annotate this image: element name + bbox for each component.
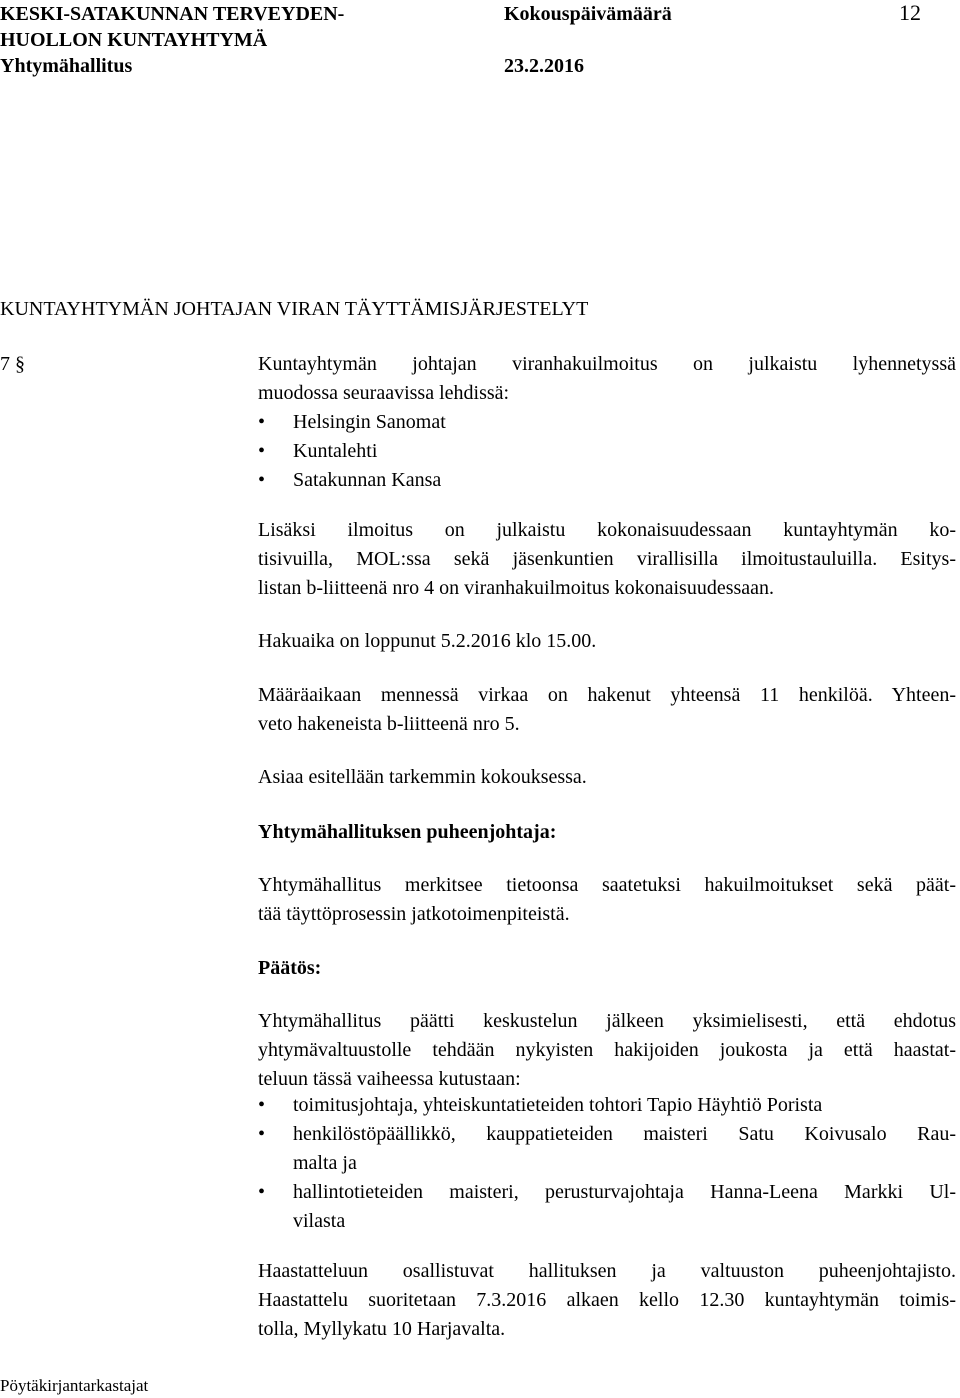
interview-paragraph — [258, 1257, 956, 1344]
proposal-heading — [258, 818, 956, 847]
candidate-text: • toimitusjohtaja, yhteiskuntatieteiden tohtori Tapio Häyhtiö Porista — [293, 1094, 823, 1116]
candidate-text: vilasta — [293, 1210, 346, 1232]
paragraph-line: Yhtymähallitus merkitsee tietoonsa saatetuksi hakuilmoitukset sekä päät- — [258, 874, 956, 896]
paragraph-line: Määräaikaan mennessä virkaa on hakenut yhteensä 11 henkilöä. Yhteen- — [258, 684, 956, 706]
list-item — [258, 1120, 956, 1178]
candidate-list — [258, 1091, 956, 1236]
paragraph-line: tolla, Myllykatu 10 Harjavalta. — [258, 1318, 506, 1340]
list-item: • Helsingin Sanomat — [258, 408, 956, 437]
paragraph-line: Yhtymähallitus päätti keskustelun jälkeen yksimielisesti, että ehdotus — [258, 1010, 956, 1032]
date-label: Kokouspäivämäärä — [504, 3, 672, 25]
org-name-line2: HUOLLON KUNTAYHTYMÄ — [0, 29, 268, 51]
meeting-date: 23.2.2016 — [504, 55, 584, 77]
proposal-paragraph — [258, 871, 956, 929]
board-name: Yhtymähallitus — [0, 55, 133, 77]
heading-text: Yhtymähallituksen puheenjohtaja: — [258, 821, 557, 843]
paragraph-line: Haastatteluun osallistuvat hallituksen ja valtuuston puheenjohtajisto. — [258, 1260, 956, 1282]
paragraph-line: veto hakeneista b-liitteenä nro 5. — [258, 713, 520, 735]
newspaper-list — [258, 408, 956, 495]
paragraph-line: tisivuilla, MOL:ssa sekä jäsenkuntien virallisilla ilmoitustauluilla. Esitys- — [258, 548, 956, 570]
paragraph-line: teluun tässä vaiheessa kutustaan: — [258, 1068, 521, 1090]
candidate-text: • hallintotieteiden maisteri, perusturvajohtaja Hanna-Leena Markki Ul- — [293, 1181, 956, 1203]
paragraph-line: listan b-liitteenä nro 4 on viranhakuilmoitus kokonaisuudessaan. — [258, 577, 775, 599]
paragraph-line: tää täyttöprosessin jatkotoimenpiteistä. — [258, 903, 570, 925]
page-number: 12 — [899, 0, 921, 25]
org-name-line1: KESKI-SATAKUNNAN TERVEYDEN- — [0, 3, 345, 25]
paragraph-line: Lisäksi ilmoitus on julkaistu kokonaisuudessaan kuntayhtymän ko- — [258, 519, 956, 541]
paragraph-line: Hakuaika on loppunut 5.2.2016 klo 15.00. — [258, 630, 597, 652]
decision-paragraph — [258, 1007, 956, 1094]
decision-heading — [258, 954, 956, 983]
intro-paragraph — [258, 350, 956, 408]
list-item — [258, 1178, 956, 1236]
list-item: • Satakunnan Kansa — [258, 466, 956, 495]
application-period — [258, 627, 956, 656]
intro-line: muodossa seuraavissa lehdissä: — [258, 382, 510, 404]
list-item: • Kuntalehti — [258, 437, 956, 466]
section-title: KUNTAYHTYMÄN JOHTAJAN VIRAN TÄYTTÄMISJÄRJESTELYT — [0, 298, 589, 320]
presentation-note — [258, 763, 956, 792]
footer-signers-label: Pöytäkirjantarkastajat — [0, 1376, 149, 1395]
item-number: 7 § — [0, 353, 25, 375]
intro-line: Kuntayhtymän johtajan viranhakuilmoitus on julkaistu lyhennetyssä — [258, 353, 956, 375]
paragraph-line: Haastattelu suoritetaan 7.3.2016 alkaen kello 12.30 kuntayhtymän toimis- — [258, 1289, 956, 1311]
publication-paragraph — [258, 516, 956, 603]
paragraph-line: Asiaa esitellään tarkemmin kokouksessa. — [258, 766, 587, 788]
applicants-paragraph — [258, 681, 956, 739]
paragraph-line: yhtymävaltuustolle tehdään nykyisten hakijoiden joukosta ja että haastat- — [258, 1039, 956, 1061]
heading-text: Päätös: — [258, 957, 322, 979]
candidate-text: • henkilöstöpäällikkö, kauppatieteiden maisteri Satu Koivusalo Rau- — [293, 1123, 956, 1145]
list-item — [258, 1091, 956, 1120]
candidate-text: malta ja — [293, 1152, 357, 1174]
